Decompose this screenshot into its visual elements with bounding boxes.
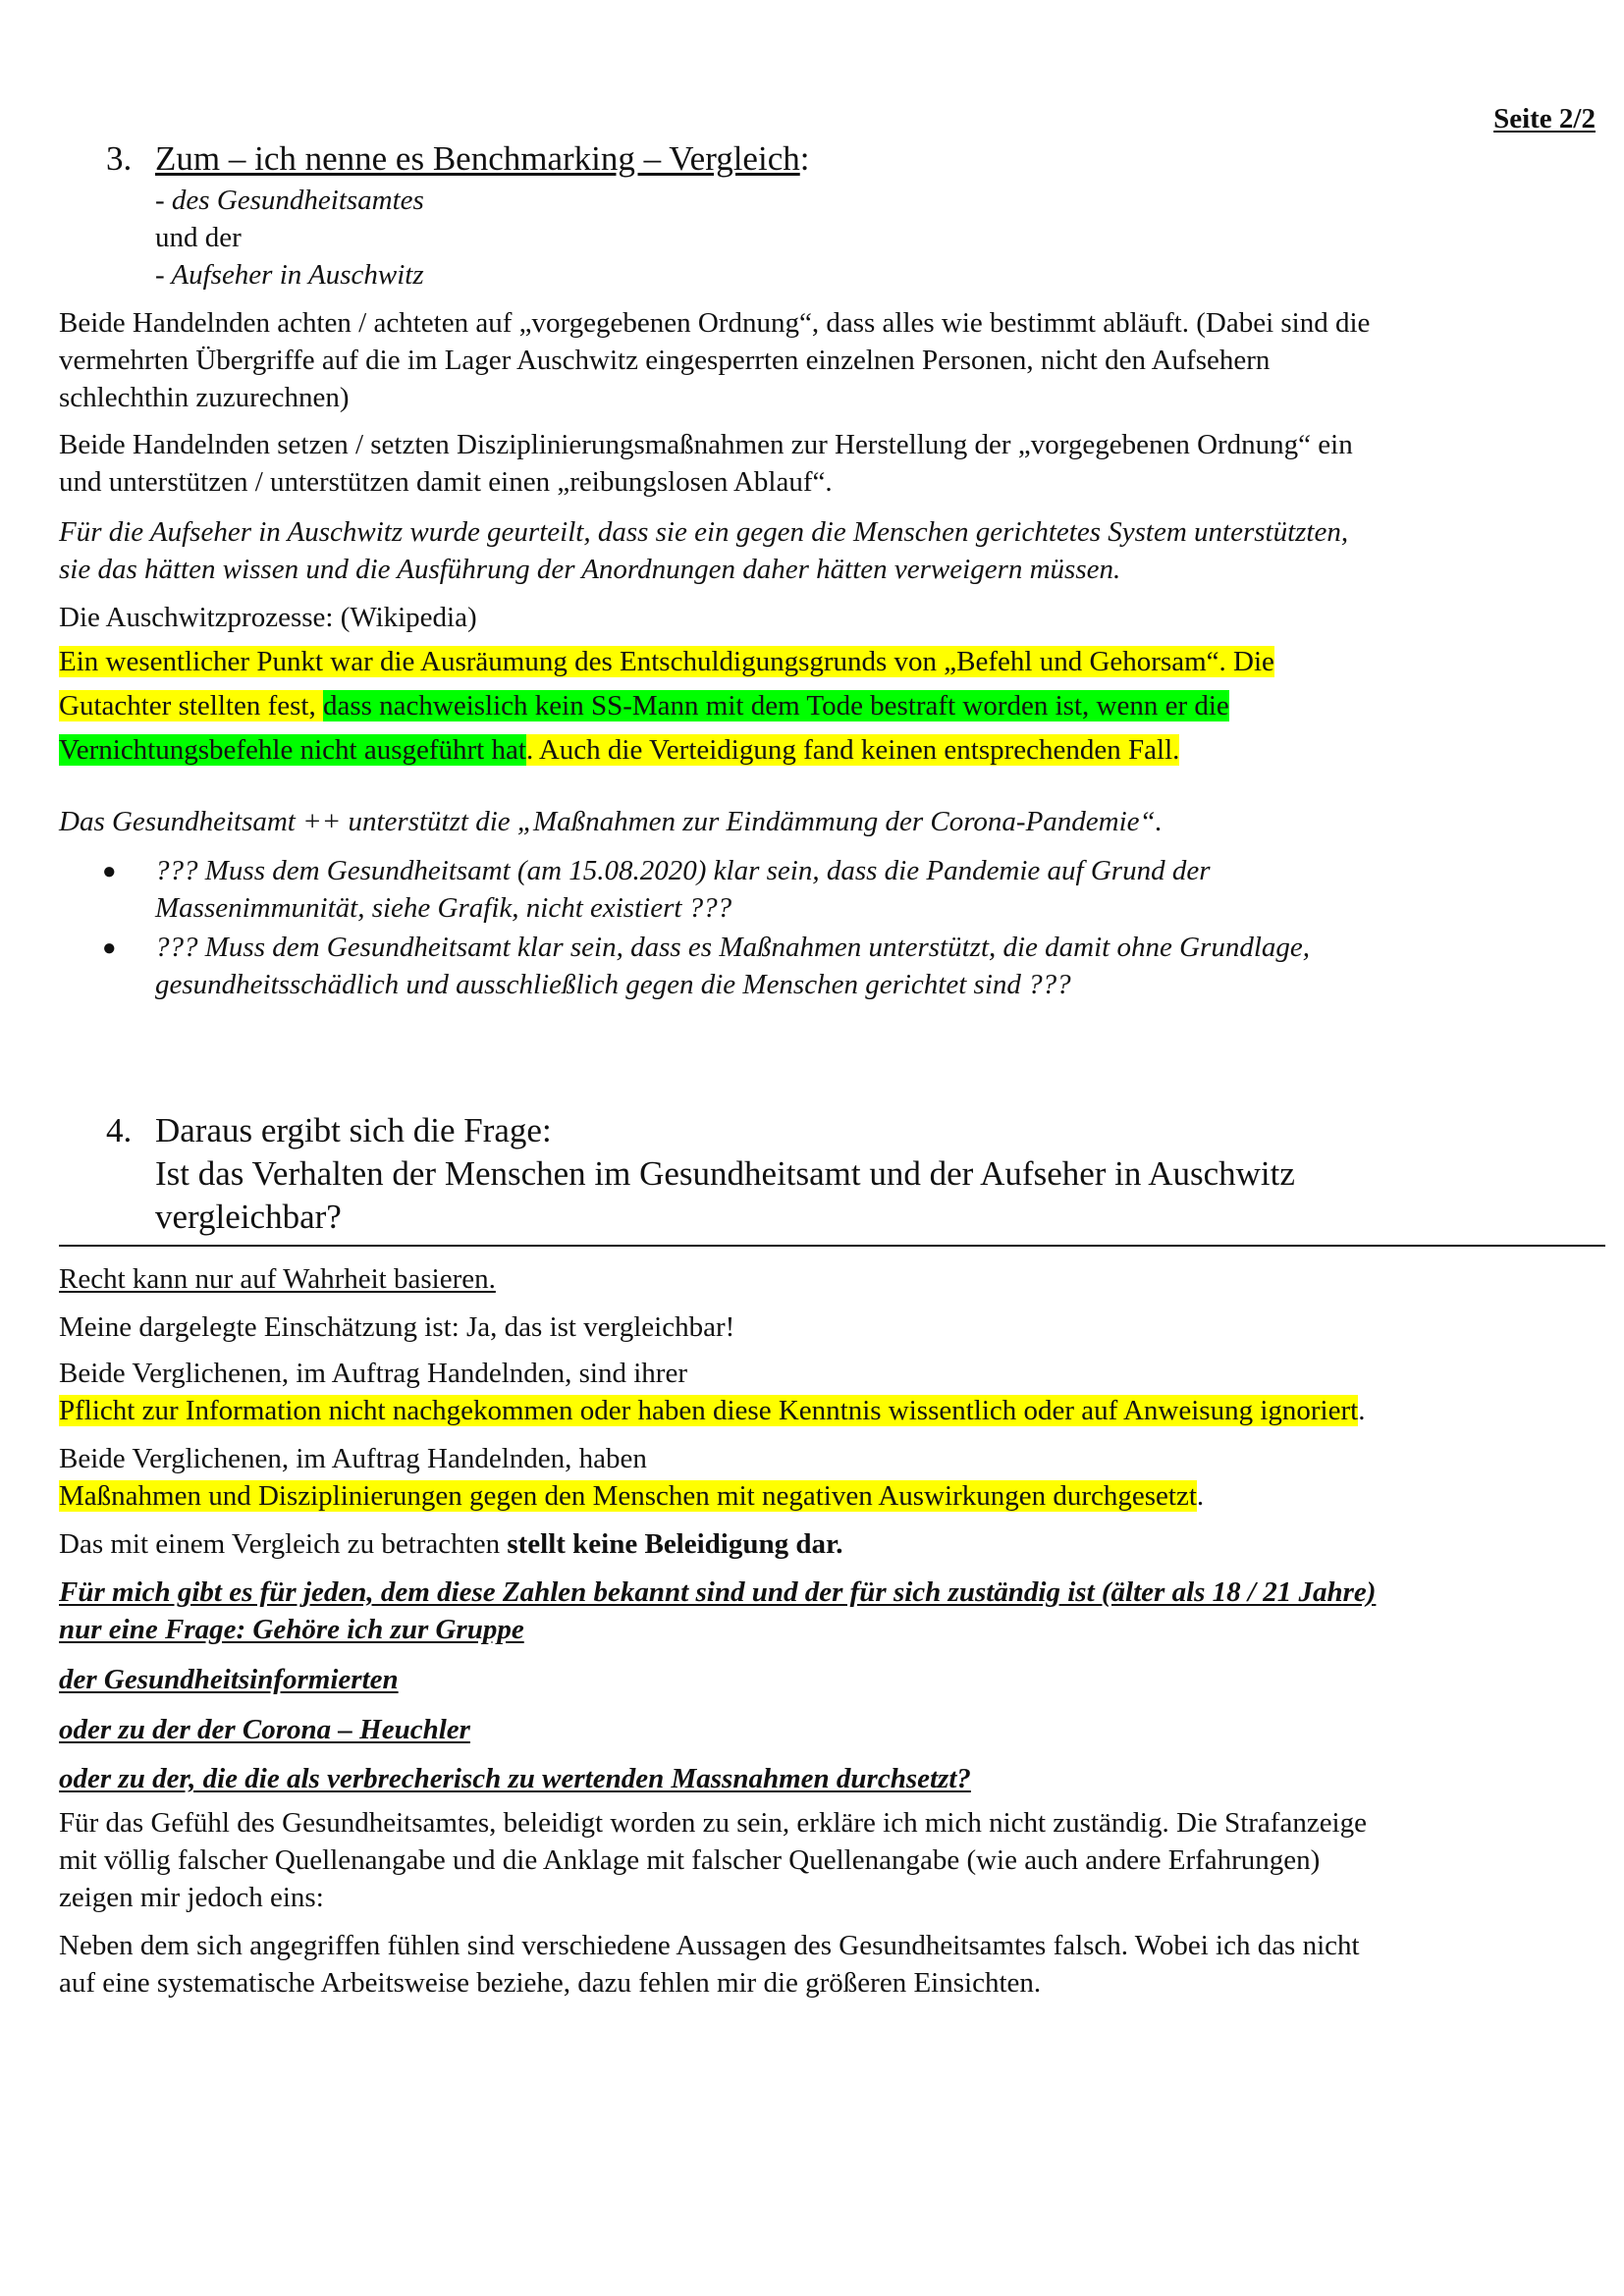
comparison-2-highlight: Maßnahmen und Disziplinierungen gegen den Menschen mit negativen Auswirkungen durchgesetzt (59, 1480, 1197, 1512)
question-line-2: nur eine Frage: Gehöre ich zur Gruppe (59, 1614, 524, 1645)
section-3-item-1: - des Gesundheitsamtes (155, 185, 424, 216)
quote-line-2-yellow: Gutachter stellten fest, (59, 690, 323, 721)
paragraph-5: Das Gesundheitsamt ++ unterstützt die „Maßnahmen zur Eindämmung der Corona-Pandemie“. (59, 806, 1163, 837)
comparison-1-text (59, 1392, 1365, 1429)
section-3-item-2: - Aufseher in Auschwitz (155, 259, 424, 291)
quote-line-2-green: dass nachweislich kein SS-Mann mit dem Tode bestraft worden ist, wenn er die (322, 690, 1229, 721)
bullet-2-line-1: ??? Muss dem Gesundheitsamt klar sein, dass es Maßnahmen unterstützt, die damit ohne Grundlage, (155, 932, 1311, 963)
bullet-dot-2: ● (102, 935, 117, 961)
quote-line-3 (59, 731, 1179, 769)
section-4-heading-line-3: vergleichbar? (155, 1198, 342, 1236)
quote-line-2 (59, 687, 1229, 724)
paragraph-2-line-2: und unterstützen / unterstützen damit einen „reibungslosen Ablauf“. (59, 466, 833, 498)
truth-statement: Recht kann nur auf Wahrheit basieren. (59, 1263, 496, 1295)
section-3-heading-colon: : (799, 139, 810, 178)
page-number: Seite 2/2 (1493, 103, 1596, 134)
section-4-heading-line-1: Daraus ergibt sich die Frage: (155, 1111, 552, 1149)
comparison-1-intro: Beide Verglichenen, im Auftrag Handelnden, sind ihrer (59, 1358, 687, 1389)
no-insult-bold: stellt keine Beleidigung dar. (507, 1528, 843, 1560)
section-4-heading-line-2: Ist das Verhalten der Menschen im Gesundheitsamt und der Aufseher in Auschwitz (155, 1154, 1295, 1193)
paragraph-1-line-2: vermehrten Übergriffe auf die im Lager Auschwitz eingesperrten einzelnen Personen, nicht den Aufsehern (59, 345, 1271, 376)
comparison-1-highlight: Pflicht zur Information nicht nachgekommen oder haben diese Kenntnis wissentlich oder auf Anweisung ignoriert (59, 1395, 1359, 1426)
comparison-1-end: . (1358, 1395, 1366, 1426)
paragraph-3-line-1: Für die Aufseher in Auschwitz wurde geurteilt, dass sie ein gegen die Menschen gerichtetes System unterstützten, (59, 516, 1349, 548)
wikipedia-source: Die Auschwitzprozesse: (Wikipedia) (59, 602, 477, 633)
paragraph-2-line-1: Beide Handelnden setzen / setzten Disziplinierungsmaßnahmen zur Herstellung der „vorgegebenen Ordnung“ ein (59, 429, 1353, 460)
paragraph-7-line-1: Neben dem sich angegriffen fühlen sind verschiedene Aussagen des Gesundheitsamtes falsch. Wobei ich das nicht (59, 1930, 1360, 1961)
quote-line-3-green: Vernichtungsbefehle nicht ausgeführt hat (59, 734, 526, 766)
paragraph-1-line-3: schlechthin zuzurechnen) (59, 382, 350, 413)
group-option-3: oder zu der, die die als verbrecherisch zu wertenden Massnahmen durchsetzt? (59, 1763, 971, 1794)
assessment-statement: Meine dargelegte Einschätzung ist: Ja, das ist vergleichbar! (59, 1311, 735, 1343)
section-3-heading-text: Zum – ich nenne es Benchmarking – Vergleich (155, 139, 800, 178)
section-4-number: 4. (106, 1111, 133, 1149)
quote-line-3-yellow: . Auch die Verteidigung fand keinen entsprechenden Fall. (525, 734, 1180, 766)
no-insult-statement (59, 1525, 842, 1563)
quote-line-1-highlight: Ein wesentlicher Punkt war die Ausräumung des Entschuldigungsgrunds von „Befehl und Gehorsam“. Die (59, 646, 1274, 677)
paragraph-3-line-2: sie das hätten wissen und die Ausführung der Anordnungen daher hätten verweigern müssen. (59, 554, 1121, 585)
heading-divider (59, 1245, 1605, 1247)
comparison-2-text (59, 1477, 1204, 1515)
group-option-1: der Gesundheitsinformierten (59, 1664, 399, 1695)
section-3-number: 3. (106, 139, 133, 178)
no-insult-lead: Das mit einem Vergleich zu betrachten (59, 1528, 508, 1560)
paragraph-6-line-3: zeigen mir jedoch eins: (59, 1882, 324, 1913)
bullet-dot-1: ● (102, 859, 117, 884)
quote-line-1 (59, 643, 1274, 680)
bullet-1-line-1: ??? Muss dem Gesundheitsamt (am 15.08.2020) klar sein, dass die Pandemie auf Grund der (155, 855, 1211, 886)
paragraph-6-line-1: Für das Gefühl des Gesundheitsamtes, beleidigt worden zu sein, erkläre ich mich nicht zuständig. Die Strafanzeige (59, 1807, 1367, 1839)
section-3-connector: und der (155, 222, 242, 253)
comparison-2-intro: Beide Verglichenen, im Auftrag Handelnden, haben (59, 1443, 647, 1474)
paragraph-1-line-1: Beide Handelnden achten / achteten auf „vorgegebenen Ordnung“, dass alles wie bestimmt abläuft. (Dabei sind die (59, 307, 1371, 339)
bullet-1-line-2: Massenimmunität, siehe Grafik, nicht existiert ??? (155, 892, 732, 924)
question-line-1: Für mich gibt es für jeden, dem diese Zahlen bekannt sind und der für sich zuständig ist (älter als 18 / 21 Jahre) (59, 1576, 1377, 1608)
comparison-2-end: . (1196, 1480, 1205, 1512)
group-option-2: oder zu der der Corona – Heuchler (59, 1714, 470, 1745)
paragraph-7-line-2: auf eine systematische Arbeitsweise beziehe, dazu fehlen mir die größeren Einsichten. (59, 1967, 1042, 1999)
paragraph-6-line-2: mit völlig falscher Quellenangabe und die Anklage mit falscher Quellenangabe (wie auch andere Erfahrungen) (59, 1844, 1321, 1876)
section-3-heading (155, 137, 809, 181)
bullet-2-line-2: gesundheitsschädlich und ausschließlich gegen die Menschen gerichtet sind ??? (155, 969, 1071, 1000)
